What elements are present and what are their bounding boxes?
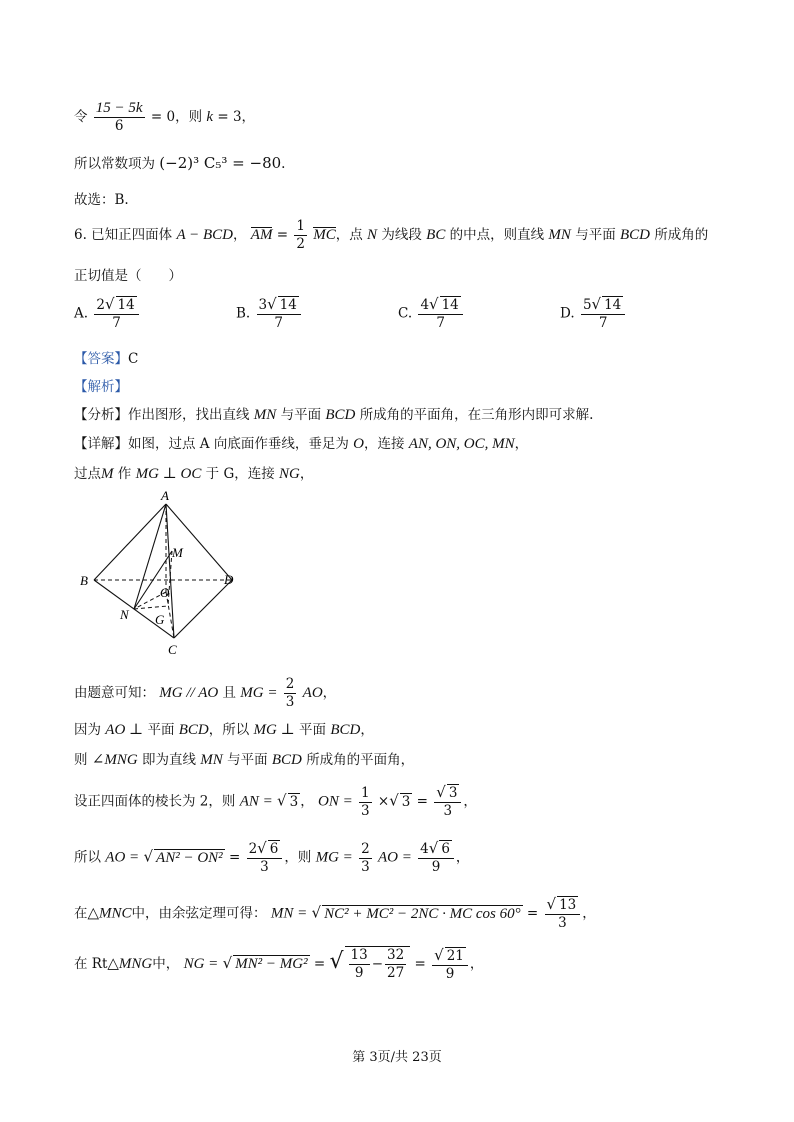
line-constant-term: 所以常数项为 (−2)³ C₅³ = −80. xyxy=(74,154,286,172)
option-c: C. $\frac{4√ 14}{7}$ xyxy=(398,296,465,332)
edge-dc xyxy=(174,580,232,638)
label-g: G xyxy=(155,612,165,627)
derive-mg-parallel: 由题意可知： MG // AO 且 MG = $\frac{2}{3}$ AO， xyxy=(74,676,337,710)
label-c: C xyxy=(168,642,177,657)
label-n: N xyxy=(120,607,129,622)
edge-ab xyxy=(94,504,166,580)
label-d: D xyxy=(224,572,234,587)
line-choice: 故选：B. xyxy=(74,192,129,208)
derive-ao-mg: 所以 AO = √ AN² − ON² = $\frac{2√ 6}{3}$ ，则 MG = $\frac{2}{3}$ AO = $\frac{4√ 6}{9}$ ， xyxy=(74,839,470,875)
derive-an-on: 设正四面体的棱长为 2，则 AN = √ 3 ， ON = $\frac{1}{3}$ ×√ 3 = $\frac{√ 3}{3}$ ， xyxy=(74,783,477,819)
option-a: A. $\frac{2√ 14}{7}$ xyxy=(74,296,141,332)
edge-ad xyxy=(166,504,232,580)
derive-angle: 则 ∠MNG 即为直线 MN 与平面 BCD 所成角的平面角， xyxy=(74,752,415,768)
analysis-label: 【解析】 xyxy=(74,379,128,395)
question-6-line1: 6. 已知正四面体 A − BCD， AM = $\frac{1}{2}$ MC，点 N 为线段 BC 的中点，则直线 MN 与平面 BCD 所成角的 xyxy=(74,218,709,252)
page-footer: 第 3页/共 23页 xyxy=(352,1050,442,1065)
fenxi: 【分析】作出图形，找出直线 MN 与平面 BCD 所成角的平面角，在三角形内即可求解. xyxy=(74,407,594,423)
label-o: O xyxy=(160,585,170,600)
answer: 【答案】C xyxy=(74,351,139,367)
derive-mn: 在△MNC中，由余弦定理可得： MN = √ NC² + MC² − 2NC · MC cos 60° = $\frac{√ 13}{3}$ ， xyxy=(74,895,596,931)
vector-mc: MC xyxy=(313,227,336,243)
xiangjie: 【详解】如图，过点 A 向底面作垂线，垂足为 O，连接 AN, ON, OC, MN， xyxy=(74,436,529,452)
answer-label: 【答案】 xyxy=(74,351,128,367)
question-6-line2: 正切值是（ ） xyxy=(74,268,182,284)
fraction-half: $\frac{1}{2}$ xyxy=(296,218,305,252)
option-b: B. $\frac{3√ 14}{7}$ xyxy=(236,296,303,332)
label-m: M xyxy=(172,545,183,560)
fraction: $\frac{15 - 5k}{6}$ xyxy=(95,100,143,134)
tetrahedron-figure xyxy=(74,488,244,660)
edge-ac xyxy=(166,504,174,638)
label-a: A xyxy=(161,488,169,503)
label-b: B xyxy=(80,573,88,588)
vector-am: AM xyxy=(250,227,273,243)
derive-ng: 在 Rt△MNG中， NG = √ MN² − MG² = √ $\frac{13}{9}$ − $\frac{32}{27}$ = $\frac{√ 21}{9}$ ， xyxy=(74,945,484,982)
construct-mg: 过点M 作 MG ⊥ OC 于 G，连接 NG， xyxy=(74,466,314,482)
line-solve-k: 令 $\frac{15 - 5k}{6}$ = 0，则 k = 3， xyxy=(74,100,256,134)
option-d: D. $\frac{5√ 14}{7}$ xyxy=(560,296,627,332)
derive-perpendicular: 因为 AO ⊥ 平面 BCD，所以 MG ⊥ 平面 BCD， xyxy=(74,722,374,738)
